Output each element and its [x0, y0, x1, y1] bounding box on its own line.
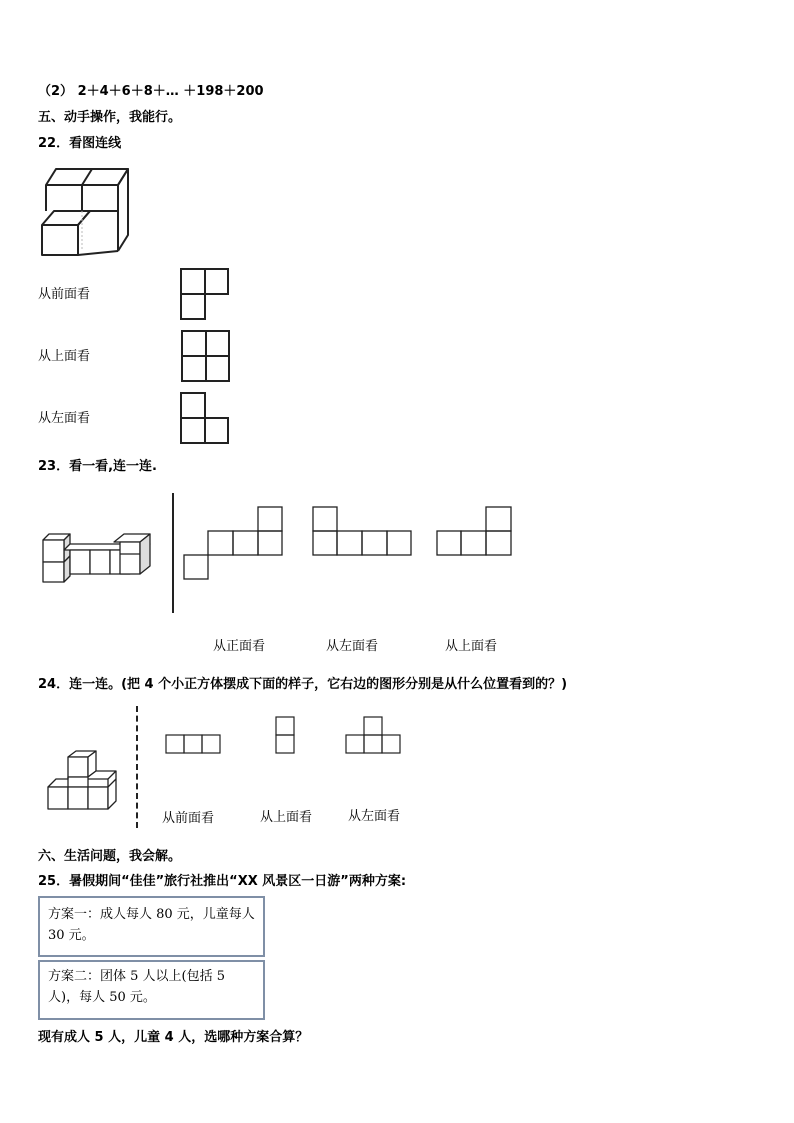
question-22-title: 22．看图连线: [38, 136, 122, 151]
series-sum-problem: （2） 2＋4＋6＋8＋… ＋198＋200: [38, 84, 264, 99]
q24-view-shape-2: [275, 716, 297, 756]
q23-cube-figure: [40, 528, 154, 584]
q24-view-shape-3: [345, 716, 403, 756]
plan-one-box: [38, 896, 265, 957]
plan-two-box: [38, 960, 265, 1020]
q23-label-front: 从正面看: [213, 639, 266, 654]
plan-one-text: 方案一：成人每人 80 元，儿童每人 30 元。: [48, 907, 255, 943]
q22-label-front: 从前面看: [38, 287, 91, 302]
question-24-title: 24．连一连。(把 4 个小正方体摆成下面的样子，它右边的图形分别是从什么位置看到的？): [38, 677, 568, 692]
section-six-heading: 六、生活问题，我会解。: [38, 849, 182, 864]
q22-view-shape-3: [180, 392, 230, 446]
question-25-question: 现有成人 5 人，儿童 4 人，选哪种方案合算？: [38, 1030, 309, 1045]
plan-two-text: 方案二：团体 5 人以上(包括 5 人)，每人 50 元。: [48, 969, 226, 1005]
section-five-heading: 五、动手操作，我能行。: [38, 110, 182, 125]
q22-label-left: 从左面看: [38, 411, 91, 426]
q24-cube-figure: [44, 749, 126, 813]
question-25-title: 25．暑假期间“佳佳”旅行社推出“XX 风景区一日游”两种方案:: [38, 874, 407, 889]
q24-dashed-divider: [136, 706, 138, 828]
q23-view-shape-1: [183, 506, 285, 584]
q22-label-top: 从上面看: [38, 349, 91, 364]
q24-label-front: 从前面看: [162, 811, 215, 826]
q23-view-shape-3: [436, 506, 516, 560]
q24-view-shape-1: [165, 734, 223, 756]
q22-cube-figure: [40, 163, 130, 259]
q22-view-shape-1: [180, 268, 230, 322]
q23-label-top: 从上面看: [445, 639, 498, 654]
q24-label-top: 从上面看: [260, 810, 313, 825]
q23-view-shape-2: [312, 506, 414, 560]
q23-label-left: 从左面看: [326, 639, 379, 654]
q22-view-shape-2: [181, 330, 231, 384]
question-23-title: 23．看一看,连一连.: [38, 459, 157, 474]
q24-label-left: 从左面看: [348, 809, 401, 824]
q23-divider: [172, 493, 174, 613]
